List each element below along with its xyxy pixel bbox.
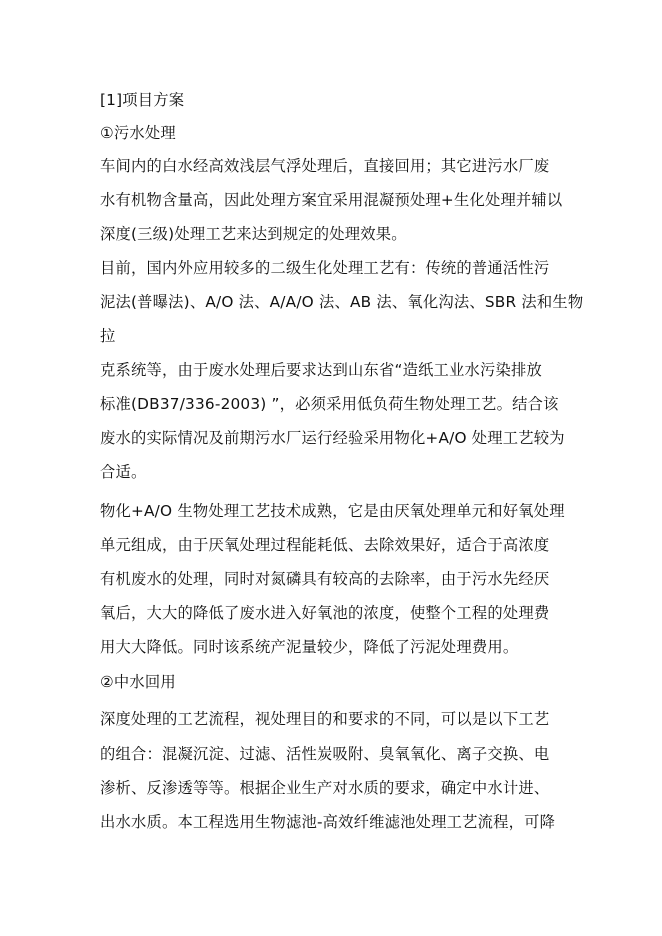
paragraph-line: 有机废水的处理，同时对氮磷具有较高的去除率，由于污水先经厌: [100, 570, 550, 588]
paragraph-line: 出水水质。本工程选用生物滤池-高效纤维滤池处理工艺流程，可降: [100, 813, 556, 831]
paragraph-line: 泥法(普曝法)、A/O 法、A/A/O 法、AB 法、氧化沟法、SBR 法和生物: [100, 293, 584, 311]
subsection-heading: ②中水回用: [100, 673, 176, 691]
paragraph-line: 拉: [100, 327, 116, 345]
paragraph-line: 废水的实际情况及前期污水厂运行经验采用物化+A/O 处理工艺较为: [100, 429, 565, 447]
paragraph-line: 目前，国内外应用较多的二级生化处理工艺有：传统的普通活性污: [100, 259, 550, 277]
paragraph-line: 深度处理的工艺流程，视处理目的和要求的不同，可以是以下工艺: [100, 710, 550, 728]
section-heading: [1]项目方案: [100, 91, 185, 109]
paragraph-line: 车间内的白水经高效浅层气浮处理后，直接回用；其它进污水厂废: [100, 157, 550, 175]
paragraph-line: 氧后，大大的降低了废水进入好氧池的浓度，使整个工程的处理费: [100, 604, 550, 622]
paragraph-line: 用大大降低。同时该系统产泥量较少，降低了污泥处理费用。: [100, 638, 519, 656]
paragraph-line: 渗析、反渗透等等。根据企业生产对水质的要求，确定中水计进、: [100, 779, 550, 797]
paragraph-line: 深度(三级)处理工艺来达到规定的处理效果。: [100, 225, 407, 243]
paragraph-line: 克系统等，由于废水处理后要求达到山东省“造纸工业水污染排放: [100, 361, 543, 379]
paragraph-line: 水有机物含量高，因此处理方案宜采用混凝预处理+生化处理并辅以: [100, 191, 563, 209]
paragraph-line: 的组合：混凝沉淀、过滤、活性炭吸附、臭氧氧化、离子交换、电: [100, 745, 550, 763]
paragraph-line: 合适。: [100, 463, 147, 481]
paragraph-line: 单元组成，由于厌氧处理过程能耗低、去除效果好，适合于高浓度: [100, 536, 550, 554]
subsection-heading: ①污水处理: [100, 124, 176, 142]
paragraph-line: 标准(DB37/336-2003) ”，必须采用低负荷生物处理工艺。结合该: [100, 395, 559, 413]
paragraph-line: 物化+A/O 生物处理工艺技术成熟，它是由厌氧处理单元和好氧处理: [100, 502, 565, 520]
